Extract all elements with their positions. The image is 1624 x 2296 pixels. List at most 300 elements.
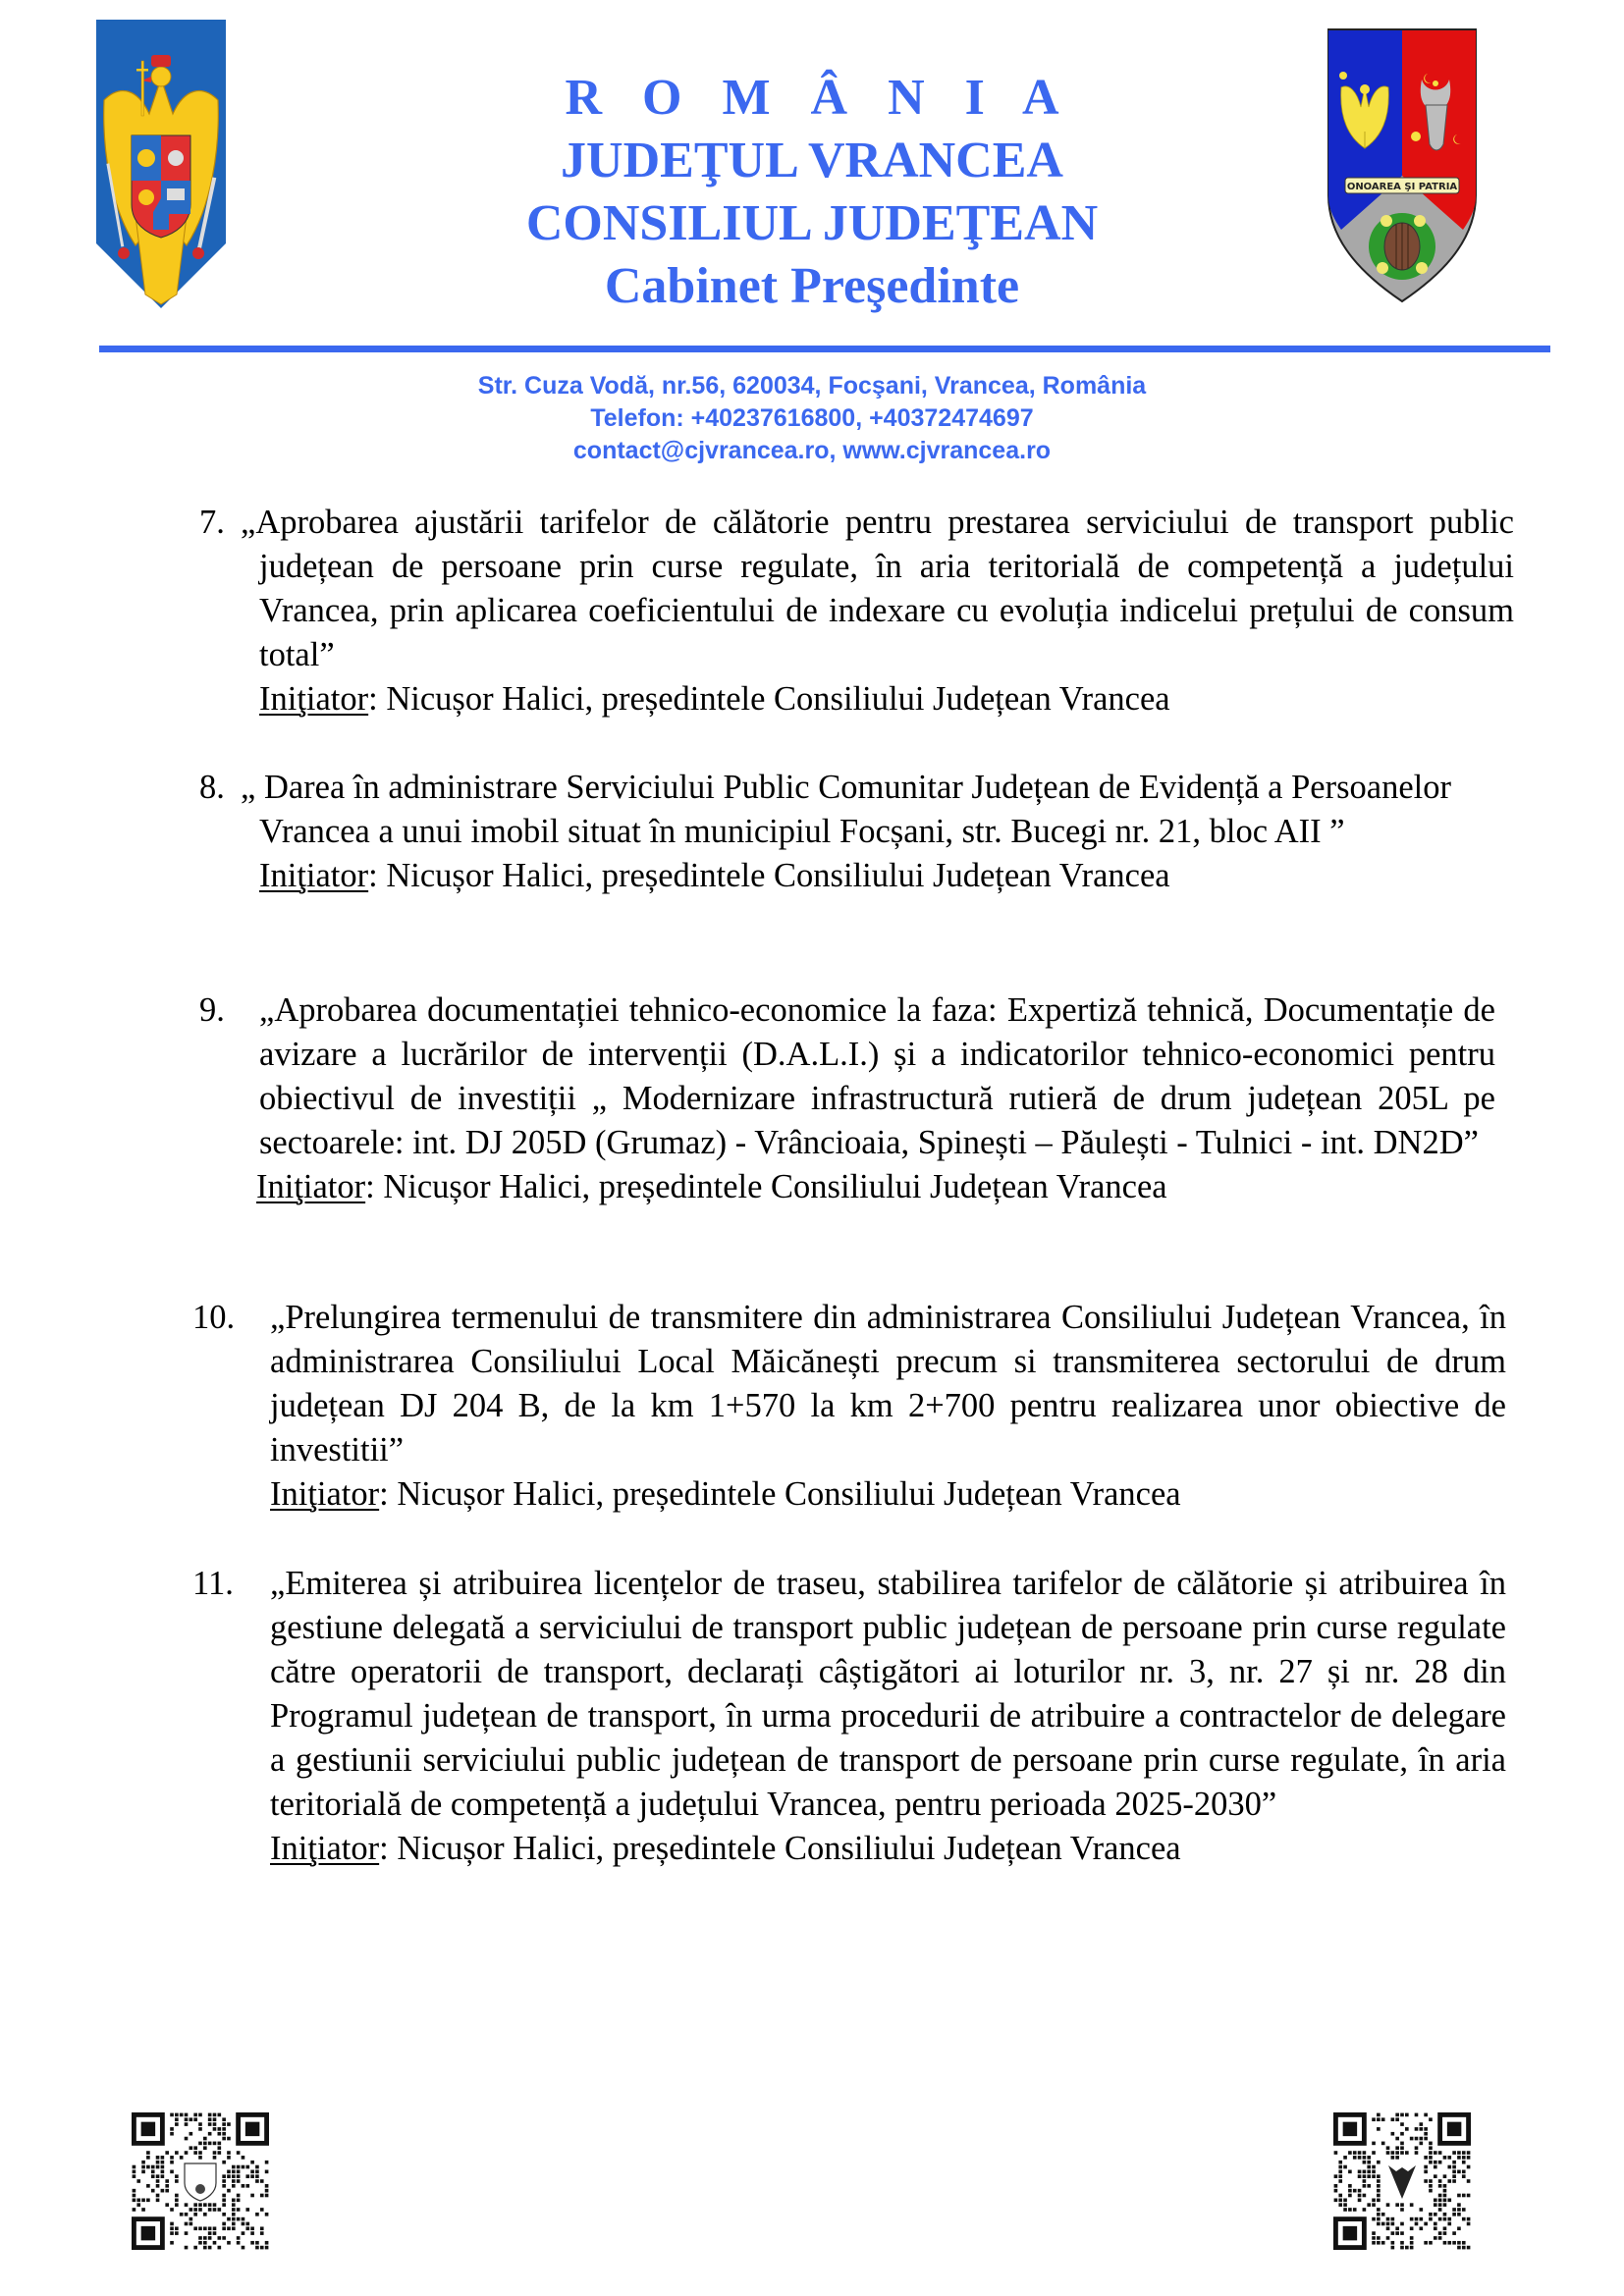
qr-module: [213, 2117, 217, 2121]
qr-module: [175, 2117, 179, 2121]
qr-module: [1410, 2217, 1414, 2221]
qr-module: [217, 2127, 221, 2131]
qr-module: [170, 2156, 174, 2160]
qr-module: [193, 2208, 197, 2212]
qr-module: [175, 2179, 179, 2183]
qr-module: [222, 2137, 226, 2141]
qr-module: [1443, 2184, 1447, 2188]
qr-module: [265, 2184, 269, 2188]
qr-module: [1372, 2236, 1376, 2240]
qr-module: [203, 2142, 207, 2146]
qr-module: [242, 2217, 245, 2221]
qr-module: [1443, 2203, 1447, 2207]
qr-module: [1419, 2122, 1423, 2126]
qr-module: [213, 2151, 217, 2155]
qr-module: [1467, 2194, 1471, 2198]
qr-module: [1434, 2222, 1437, 2226]
qr-module: [165, 2179, 169, 2183]
qr-module: [1443, 2231, 1447, 2235]
qr-module: [193, 2151, 197, 2155]
qr-module: [170, 2241, 174, 2245]
qr-module: [1338, 2194, 1342, 2198]
initiator-name: : Nicușor Halici, președintele Consiliului Județean Vrancea: [379, 1830, 1181, 1867]
qr-module: [1405, 2246, 1409, 2250]
qr-module: [1372, 2241, 1376, 2245]
qr-module: [1457, 2226, 1461, 2230]
qr-module: [1443, 2189, 1447, 2193]
qr-module: [1462, 2241, 1466, 2245]
qr-module: [141, 2198, 145, 2202]
qr-module: [222, 2179, 226, 2183]
qr-module: [245, 2174, 249, 2178]
qr-module: [1343, 2208, 1347, 2212]
qr-module: [170, 2161, 174, 2164]
qr-module: [232, 2226, 236, 2230]
qr-module: [189, 2117, 193, 2121]
initiator-name: : Nicușor Halici, președintele Consiliului Județean Vrancea: [365, 1168, 1167, 1205]
qr-module: [1386, 2217, 1390, 2221]
qr-module: [232, 2184, 236, 2188]
qr-module: [1457, 2203, 1461, 2207]
qr-module: [161, 2174, 165, 2178]
qr-module: [1377, 2184, 1380, 2188]
qr-module: [213, 2226, 217, 2230]
qr-module: [265, 2246, 269, 2250]
qr-module: [1429, 2161, 1433, 2164]
qr-module: [165, 2184, 169, 2188]
qr-module: [1348, 2184, 1352, 2188]
qr-module: [242, 2222, 245, 2226]
qr-module: [1434, 2165, 1437, 2169]
qr-module: [1381, 2241, 1385, 2245]
qr-module: [1467, 2151, 1471, 2155]
initiator-label: Iniţiator: [270, 1830, 380, 1867]
qr-module: [161, 2156, 165, 2160]
qr-module: [133, 2174, 136, 2178]
qr-module: [1467, 2246, 1471, 2250]
initiator-label: Iniţiator: [259, 680, 369, 718]
qr-module: [250, 2226, 254, 2230]
qr-module: [1334, 2184, 1338, 2188]
qr-module: [208, 2113, 212, 2117]
qr-module: [1429, 2241, 1433, 2245]
qr-module: [213, 2231, 217, 2235]
qr-module: [1419, 2142, 1423, 2146]
qr-module: [1438, 2217, 1442, 2221]
item-text: „Emiterea și atribuirea licențelor de traseu, stabilirea tarifelor de călătorie și atribuirea în gestiune delegată a serviciului de transport public județean de persoane prin curse regulate către operatorii de transport, declarați câștigători ai loturilor nr. 3, nr. 27 și nr. 28 din Programul județean de transport, în urma procedurii de atribuire a contractelor de delegare a gestiunii serviciului public județean de transport de persoane prin curse regulate, în aria teritorială de competență a județului Vrancea, pentru perioada 2025-2030”: [270, 1565, 1506, 1823]
qr-module: [1457, 2213, 1461, 2216]
qr-module: [232, 2198, 236, 2202]
qr-module: [1400, 2151, 1404, 2155]
qr-module: [141, 2161, 145, 2164]
qr-module: [1457, 2194, 1461, 2198]
qr-module: [156, 2184, 160, 2188]
qr-module: [1367, 2165, 1371, 2169]
agenda-item: [192, 1296, 1508, 1517]
qr-module: [151, 2165, 155, 2169]
qr-module: [1381, 2142, 1385, 2146]
qr-module: [161, 2170, 165, 2174]
qr-module: [208, 2132, 212, 2136]
qr-module: [1377, 2194, 1380, 2198]
qr-module: [265, 2241, 269, 2245]
qr-module: [260, 2194, 264, 2198]
qr-module: [1429, 2156, 1433, 2160]
header-titles: [393, 67, 1231, 318]
qr-module: [213, 2113, 217, 2117]
qr-module: [1457, 2170, 1461, 2174]
qr-module: [1424, 2165, 1428, 2169]
qr-module: [1386, 2146, 1390, 2150]
qr-module: [208, 2122, 212, 2126]
qr-module: [203, 2246, 207, 2250]
qr-module: [170, 2231, 174, 2235]
qr-module: [1457, 2156, 1461, 2160]
qr-module: [133, 2198, 136, 2202]
qr-module: [133, 2165, 136, 2169]
qr-module: [1395, 2156, 1399, 2160]
qr-module: [1400, 2122, 1404, 2126]
qr-module: [1434, 2213, 1437, 2216]
qr-module: [1438, 2179, 1442, 2183]
qr-module: [189, 2146, 193, 2150]
qr-module: [1424, 2113, 1428, 2117]
qr-module: [1452, 2213, 1456, 2216]
qr-module: [1410, 2241, 1414, 2245]
qr-module: [133, 2194, 136, 2198]
qr-module: [237, 2194, 241, 2198]
qr-module: [250, 2174, 254, 2178]
qr-module: [175, 2198, 179, 2202]
qr-module: [133, 2189, 136, 2193]
qr-module: [193, 2113, 197, 2117]
qr-module: [1434, 2226, 1437, 2230]
qr-module: [1348, 2189, 1352, 2193]
qr-module: [193, 2246, 197, 2250]
qr-module: [203, 2146, 207, 2150]
qr-module: [136, 2179, 140, 2183]
qr-module: [222, 2226, 226, 2230]
qr-module: [227, 2189, 231, 2193]
qr-module: [1386, 2236, 1390, 2240]
qr-module: [217, 2208, 221, 2212]
qr-module: [1429, 2189, 1433, 2193]
qr-module: [232, 2170, 236, 2174]
qr-module: [1405, 2151, 1409, 2155]
qr-module: [1457, 2246, 1461, 2250]
qr-module: [1462, 2161, 1466, 2164]
qr-module: [151, 2170, 155, 2174]
qr-module: [1391, 2222, 1395, 2226]
qr-module: [198, 2122, 202, 2126]
qr-module: [222, 2198, 226, 2202]
item-number: 11.: [192, 1565, 234, 1602]
qr-module: [1443, 2198, 1447, 2202]
qr-module: [1447, 2241, 1451, 2245]
qr-module: [1424, 2241, 1428, 2245]
header-country: R O M Â N I A: [565, 70, 1073, 126]
qr-module: [1358, 2151, 1362, 2155]
qr-module: [1434, 2151, 1437, 2155]
qr-module: [213, 2208, 217, 2212]
qr-module: [1338, 2174, 1342, 2178]
qr-module: [255, 2213, 259, 2216]
qr-module: [1377, 2189, 1380, 2193]
qr-module: [146, 2184, 150, 2188]
qr-module: [1395, 2117, 1399, 2121]
qr-module: [1391, 2217, 1395, 2221]
qr-module: [1438, 2203, 1442, 2207]
qr-module: [222, 2222, 226, 2226]
qr-module: [1429, 2117, 1433, 2121]
qr-module: [1400, 2113, 1404, 2117]
qr-module: [232, 2208, 236, 2212]
contact-address: Str. Cuza Vodă, nr.56, 620034, Focşani, Vrancea, România: [477, 372, 1147, 400]
qr-module: [1419, 2226, 1423, 2230]
qr-module: [193, 2146, 197, 2150]
qr-module: [1363, 2151, 1367, 2155]
qr-module: [1338, 2165, 1342, 2169]
qr-module: [1438, 2151, 1442, 2155]
qr-module: [1400, 2132, 1404, 2136]
qr-module: [1429, 2184, 1433, 2188]
qr-module: [1457, 2241, 1461, 2245]
qr-module: [1353, 2156, 1357, 2160]
qr-module: [213, 2203, 217, 2207]
qr-module: [1343, 2203, 1347, 2207]
qr-module: [1386, 2203, 1390, 2207]
qr-module: [1415, 2113, 1419, 2117]
qr-module: [1377, 2222, 1380, 2226]
qr-module: [1443, 2226, 1447, 2230]
qr-module: [1377, 2217, 1380, 2221]
qr-module: [1462, 2156, 1466, 2160]
item-number: 10.: [192, 1299, 236, 1336]
qr-module: [208, 2142, 212, 2146]
qr-module: [222, 2184, 226, 2188]
qr-module: [185, 2113, 189, 2117]
qr-module: [1438, 2184, 1442, 2188]
qr-module: [222, 2236, 226, 2240]
qr-module: [237, 2170, 241, 2174]
qr-module: [213, 2122, 217, 2126]
item-text: „Prelungirea termenului de transmitere din administrarea Consiliului Județean Vrancea, în administrarea Consiliului Local Măicănești precum si transmiterea sectorului de drum județean DJ 204 B, de la km 1+570 la km 2+700 pentru realizarea unor obiective de investitii”: [270, 1299, 1506, 1468]
item-text: „Aprobarea ajustării tarifelor de călătorie pentru prestarea serviciului de transport public județean de persoane prin curse regulate, în aria teritorială de competență a județului Vrancea, prin aplicarea coeficientului de indexare cu evoluția indicelui prețului de consum total”: [241, 504, 1514, 673]
qr-module: [185, 2246, 189, 2250]
qr-module: [222, 2213, 226, 2216]
qr-module: [193, 2213, 197, 2216]
qr-module: [1467, 2179, 1471, 2183]
qr-module: [1400, 2142, 1404, 2146]
qr-module: [227, 2137, 231, 2141]
qr-module: [1367, 2170, 1371, 2174]
qr-module: [136, 2203, 140, 2207]
qr-module: [250, 2231, 254, 2235]
qr-module: [1438, 2231, 1442, 2235]
qr-module: [232, 2179, 236, 2183]
qr-module: [1400, 2146, 1404, 2150]
item-initiator: [270, 1472, 1508, 1517]
qr-module: [1452, 2241, 1456, 2245]
qr-module: [1377, 2113, 1380, 2117]
qr-module: [189, 2217, 193, 2221]
qr-module: [213, 2142, 217, 2146]
qr-module: [1391, 2151, 1395, 2155]
qr-module: [1415, 2146, 1419, 2150]
qr-module: [1452, 2170, 1456, 2174]
header-council: CONSILIUL JUDEŢEAN: [525, 195, 1099, 251]
qr-module: [198, 2226, 202, 2230]
qr-module: [217, 2246, 221, 2250]
qr-module: [1462, 2194, 1466, 2198]
qr-module: [1467, 2217, 1471, 2221]
qr-module: [1462, 2174, 1466, 2178]
qr-center-crest: [185, 2163, 216, 2201]
qr-module: [185, 2117, 189, 2121]
qr-module: [1447, 2198, 1451, 2202]
qr-module: [1419, 2217, 1423, 2221]
qr-module: [1348, 2194, 1352, 2198]
qr-module: [1410, 2137, 1414, 2141]
qr-module: [1452, 2165, 1456, 2169]
qr-module: [265, 2194, 269, 2198]
qr-module: [1405, 2127, 1409, 2131]
qr-module: [1386, 2226, 1390, 2230]
qr-module: [227, 2174, 231, 2178]
qr-module: [237, 2217, 241, 2221]
qr-module: [1438, 2198, 1442, 2202]
qr-module: [237, 2236, 241, 2240]
qr-module: [1334, 2189, 1338, 2193]
qr-module: [1438, 2236, 1442, 2240]
qr-module: [1410, 2226, 1414, 2230]
qr-module: [1419, 2137, 1423, 2141]
qr-module: [1415, 2151, 1419, 2155]
qr-module: [170, 2170, 174, 2174]
qr-module: [1424, 2127, 1428, 2131]
qr-module: [1452, 2161, 1456, 2164]
qr-module: [250, 2194, 254, 2198]
qr-module: [255, 2174, 259, 2178]
qr-module: [1391, 2241, 1395, 2245]
qr-module: [227, 2151, 231, 2155]
qr-module: [1338, 2161, 1342, 2164]
qr-module: [227, 2170, 231, 2174]
qr-module: [250, 2170, 254, 2174]
qr-module: [1334, 2151, 1338, 2155]
qr-module: [175, 2231, 179, 2235]
qr-module: [1424, 2222, 1428, 2226]
qr-module: [250, 2241, 254, 2245]
qr-module: [1377, 2236, 1380, 2240]
qr-module: [260, 2179, 264, 2183]
qr-module: [217, 2132, 221, 2136]
qr-module: [242, 2165, 245, 2169]
qr-module: [1452, 2174, 1456, 2178]
qr-module: [227, 2241, 231, 2245]
qr-module: [175, 2226, 179, 2230]
qr-module: [217, 2146, 221, 2150]
qr-module: [180, 2113, 184, 2117]
qr-module: [237, 2208, 241, 2212]
qr-module: [1381, 2117, 1385, 2121]
agenda-item: [192, 1562, 1508, 1871]
qr-module: [260, 2246, 264, 2250]
qr-module: [1377, 2198, 1380, 2202]
qr-module: [175, 2203, 179, 2207]
qr-module: [227, 2226, 231, 2230]
qr-center-mountain-logo: [1388, 2165, 1416, 2199]
item-initiator: [270, 1827, 1508, 1871]
qr-module: [242, 2184, 245, 2188]
qr-module: [198, 2151, 202, 2155]
qr-module: [1438, 2194, 1442, 2198]
qr-module: [156, 2194, 160, 2198]
qr-module: [1429, 2146, 1433, 2150]
qr-module: [1372, 2217, 1376, 2221]
qr-module: [1429, 2213, 1433, 2216]
header-county: JUDEŢUL VRANCEA: [561, 133, 1063, 188]
qr-module: [1377, 2241, 1380, 2245]
qr-module: [250, 2161, 254, 2164]
qr-module: [1372, 2203, 1376, 2207]
qr-module: [255, 2241, 259, 2245]
qr-module: [175, 2122, 179, 2126]
qr-module: [185, 2213, 189, 2216]
qr-module: [1452, 2179, 1456, 2183]
qr-module: [1358, 2189, 1362, 2193]
qr-module: [185, 2151, 189, 2155]
qr-module: [232, 2203, 236, 2207]
qr-module: [1348, 2151, 1352, 2155]
header-divider: [99, 346, 1550, 352]
qr-module: [232, 2222, 236, 2226]
qr-module: [1363, 2174, 1367, 2178]
qr-module: [208, 2226, 212, 2230]
qr-module: [185, 2122, 189, 2126]
qr-module: [265, 2213, 269, 2216]
qr-module: [146, 2165, 150, 2169]
qr-module: [217, 2236, 221, 2240]
qr-module: [170, 2208, 174, 2212]
qr-module: [1410, 2236, 1414, 2240]
qr-module: [1386, 2151, 1390, 2155]
qr-module: [185, 2137, 189, 2141]
qr-module: [156, 2179, 160, 2183]
qr-module: [170, 2132, 174, 2136]
qr-module: [1400, 2203, 1404, 2207]
qr-module: [222, 2194, 226, 2198]
qr-module: [165, 2203, 169, 2207]
qr-module: [175, 2113, 179, 2117]
qr-module: [1377, 2213, 1380, 2216]
qr-module: [1391, 2117, 1395, 2121]
qr-module: [161, 2189, 165, 2193]
item-initiator: [259, 677, 1495, 721]
romania-coat-of-arms-icon: [96, 20, 226, 308]
qr-module: [1415, 2137, 1419, 2141]
qr-module: [185, 2222, 189, 2226]
qr-module: [165, 2189, 169, 2193]
qr-module: [203, 2213, 207, 2216]
qr-module: [141, 2170, 145, 2174]
qr-module: [1457, 2151, 1461, 2155]
qr-module: [1353, 2208, 1357, 2212]
qr-module: [170, 2127, 174, 2131]
qr-module: [237, 2179, 241, 2183]
qr-module: [1363, 2170, 1367, 2174]
qr-module: [222, 2174, 226, 2178]
